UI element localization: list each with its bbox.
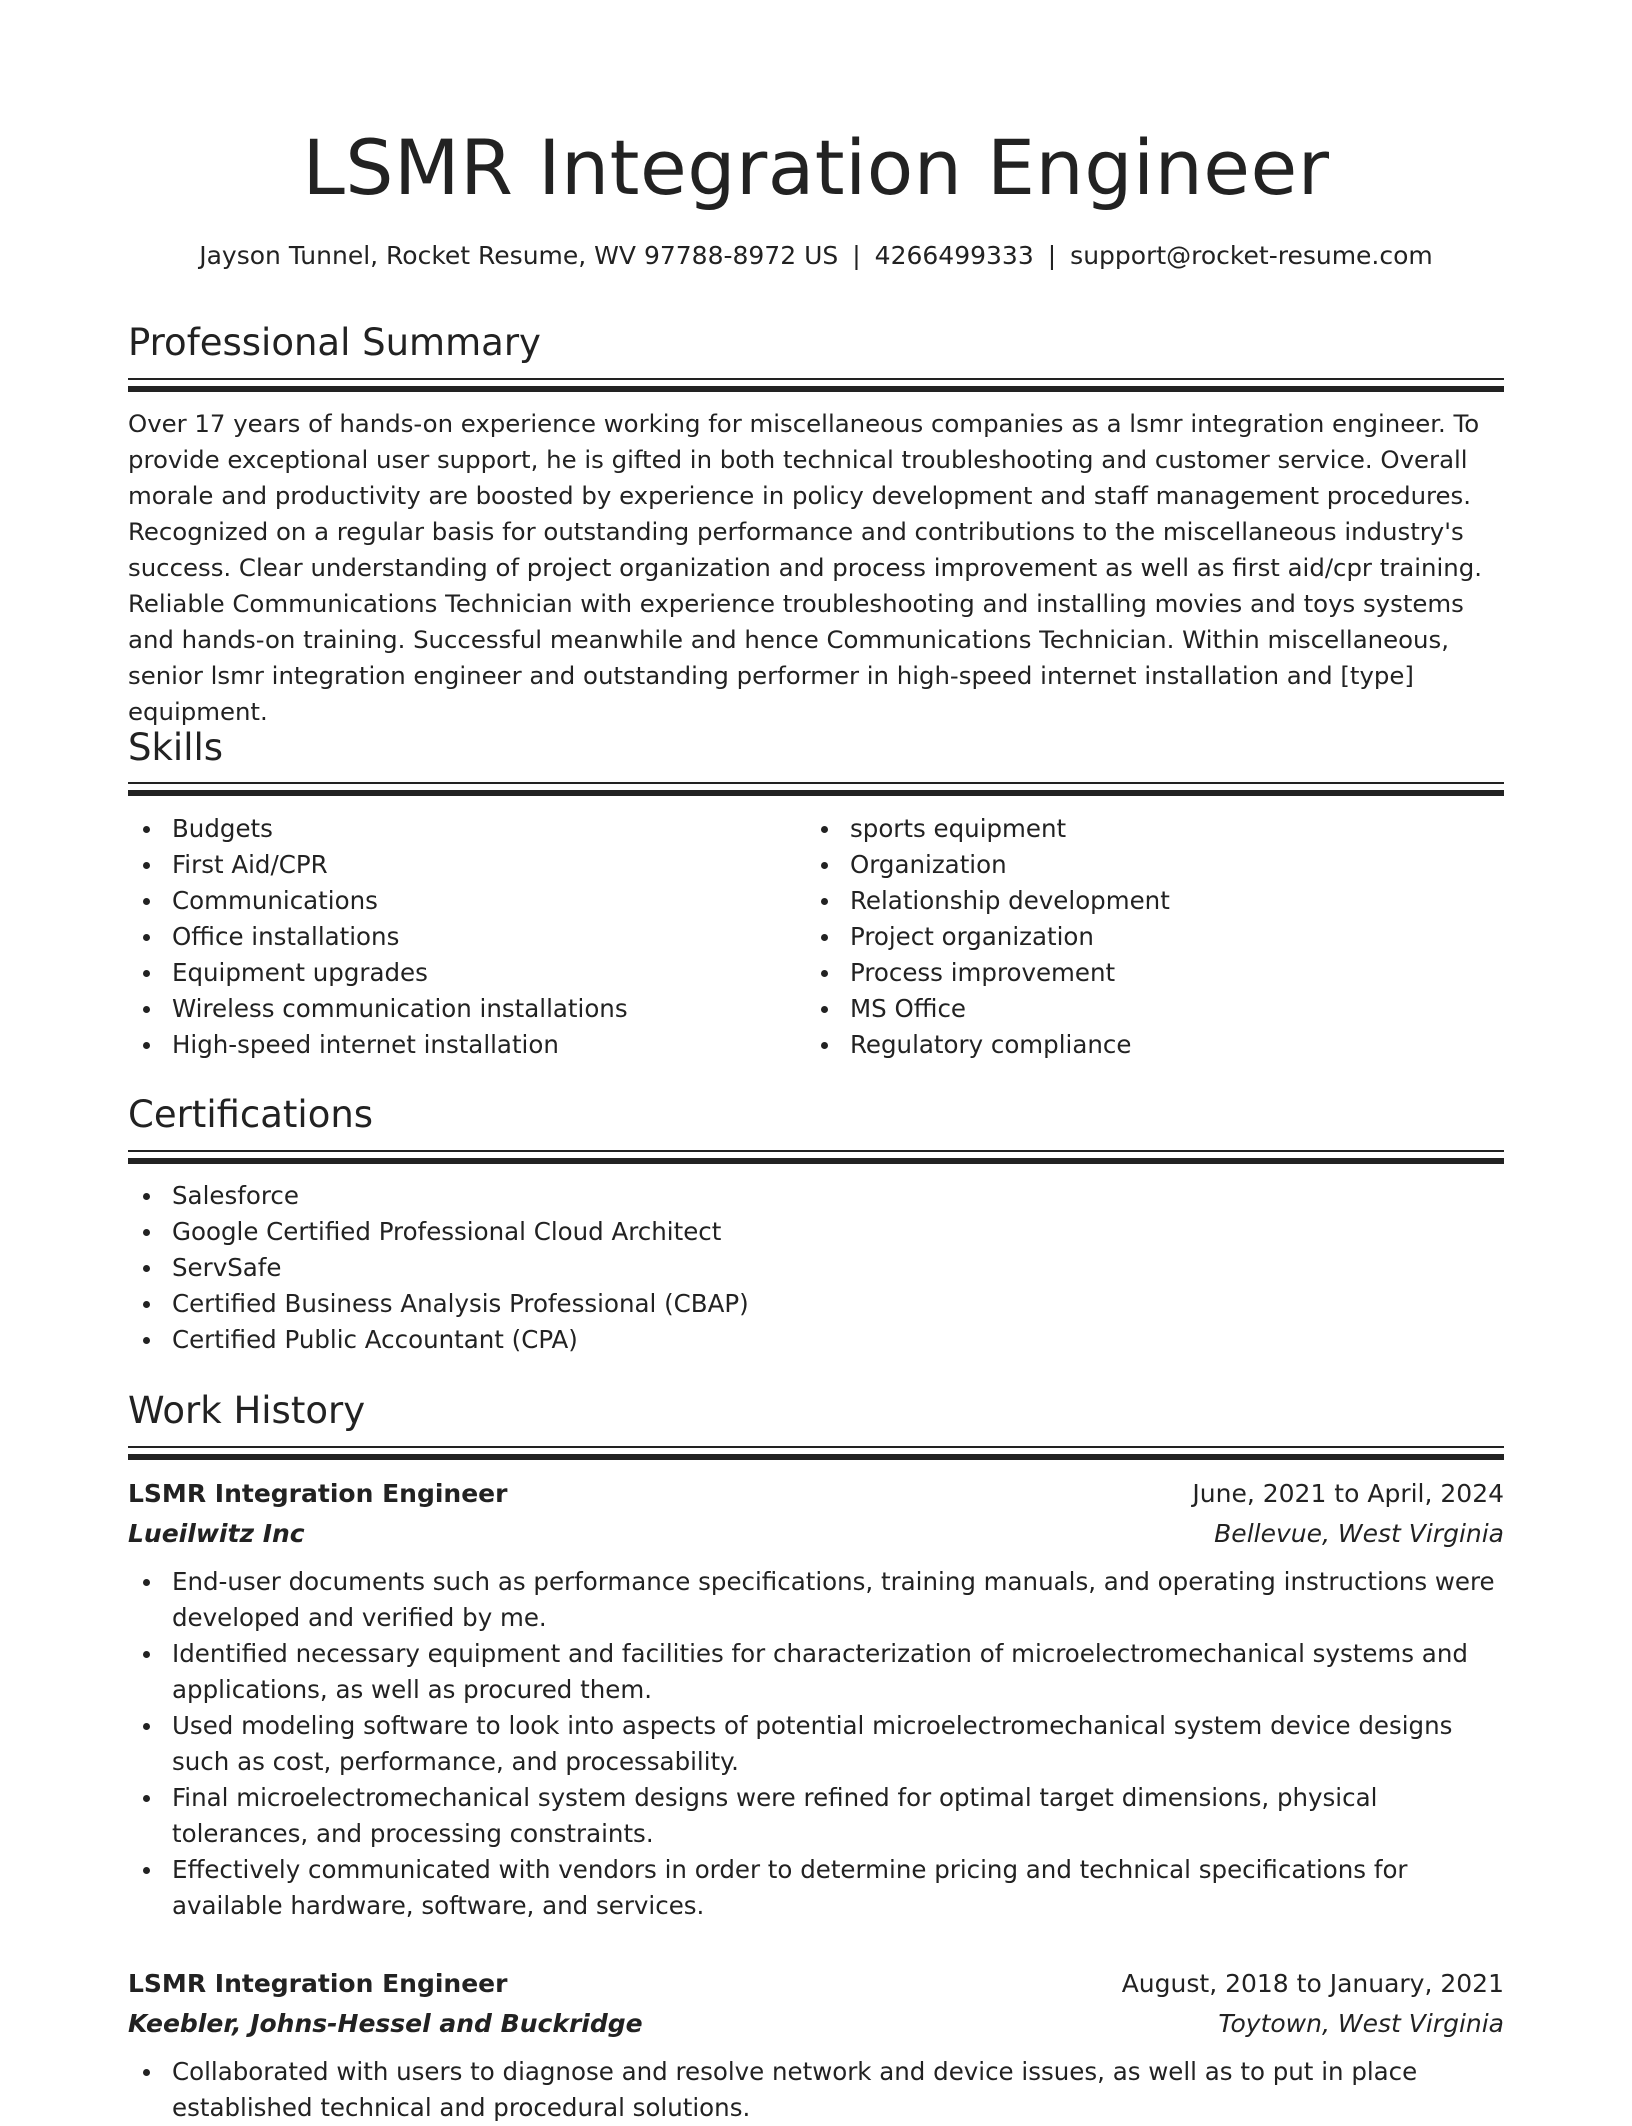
contact-line — [128, 236, 1504, 276]
job-bullet: Effectively communicated with vendors in order to determine pricing and technical specifications for available hardware, software, and services. — [128, 1852, 1504, 1924]
job-header — [128, 1474, 1504, 1514]
certification-item: Certified Public Accountant (CPA) — [128, 1322, 1504, 1358]
job-location: Bellevue, West Virginia — [1214, 1519, 1504, 1548]
job-company: Lueilwitz Inc — [128, 1519, 305, 1548]
skill-item: Communications — [128, 883, 788, 919]
skill-item: sports equipment — [806, 811, 1466, 847]
certification-item: ServSafe — [128, 1250, 1504, 1286]
skills-list-left — [128, 811, 788, 1063]
work-history-heading: Work History — [128, 1389, 366, 1432]
certification-item: Certified Business Analysis Professional (CBAP) — [128, 1286, 1504, 1322]
job-bullet: End-user documents such as performance specifications, training manuals, and operating instructions were developed and verified by me. — [128, 1564, 1504, 1636]
job-entry — [128, 1964, 1504, 2126]
skill-item: Process improvement — [806, 955, 1466, 991]
job-bullet: Identified necessary equipment and facilities for characterization of microelectromechanical systems and applications, as well as procured them. — [128, 1636, 1504, 1708]
job-company: Keebler, Johns-Hessel and Buckridge — [128, 2009, 643, 2038]
job-bullet: Used modeling software to look into aspects of potential microelectromechanical system device designs such as cost, performance, and processability. — [128, 1708, 1504, 1780]
job-title: LSMR Integration Engineer — [128, 1479, 508, 1508]
skill-item: Equipment upgrades — [128, 955, 788, 991]
section-divider — [128, 378, 1504, 390]
summary-text: Over 17 years of hands-on experience working for miscellaneous companies as a lsmr integration engineer. To provide exceptional user support, he is gifted in both technical troubleshooting and customer service. Overall morale and productivity are boosted by experience in policy development and staff management procedures. Recognized on a regular basis for outstanding performance and contributions to the miscellaneous industry's success. Clear understanding of project organization and process improvement as well as first aid/cpr training. Reliable Communications Technician with experience troubleshooting and installing movies and toys systems and hands-on training. Successful meanwhile and hence Communications Technician. Within miscellaneous, senior lsmr integration engineer and outstanding performer in high-speed internet installation and [type] equipment. — [128, 409, 1482, 726]
skill-item: Wireless communication installations — [128, 991, 788, 1027]
skills-heading: Skills — [128, 726, 224, 769]
contact-address: Jayson Tunnel, Rocket Resume, WV 97788-8972 US — [199, 241, 839, 270]
contact-separator: | — [1047, 241, 1057, 270]
skill-item: First Aid/CPR — [128, 847, 788, 883]
certifications-heading: Certifications — [128, 1093, 374, 1136]
resume-title: LSMR Integration Engineer — [302, 123, 1330, 212]
contact-phone: 4266499333 — [874, 241, 1034, 270]
skill-item: Budgets — [128, 811, 788, 847]
section-divider — [128, 1150, 1504, 1162]
job-subheader — [128, 2004, 1504, 2044]
skill-item: MS Office — [806, 991, 1466, 1027]
section-divider — [128, 782, 1504, 794]
summary-heading: Professional Summary — [128, 321, 541, 364]
job-bullets — [128, 2054, 1504, 2126]
certifications-list — [128, 1178, 1504, 1358]
contact-separator: | — [852, 241, 861, 270]
job-location: Toytown, West Virginia — [1218, 2009, 1504, 2038]
skill-item: Office installations — [128, 919, 788, 955]
job-bullet: Collaborated with users to diagnose and resolve network and device issues, as well as to put in place established technical and procedural solutions. — [128, 2054, 1504, 2126]
skill-item: High-speed internet installation — [128, 1027, 788, 1063]
job-dates: June, 2021 to April, 2024 — [1192, 1479, 1504, 1508]
skill-item: Project organization — [806, 919, 1466, 955]
contact-email: support@rocket-resume.com — [1070, 241, 1433, 270]
section-divider — [128, 1446, 1504, 1458]
job-entry — [128, 1474, 1504, 1924]
skill-item: Organization — [806, 847, 1466, 883]
skill-item: Relationship development — [806, 883, 1466, 919]
job-bullet: Final microelectromechanical system designs were refined for optimal target dimensions, physical tolerances, and processing constraints. — [128, 1780, 1504, 1852]
certification-item: Salesforce — [128, 1178, 1504, 1214]
job-title: LSMR Integration Engineer — [128, 1969, 508, 1998]
job-header — [128, 1964, 1504, 2004]
job-bullets — [128, 1564, 1504, 1924]
skills-list-right — [806, 811, 1466, 1063]
job-dates: August, 2018 to January, 2021 — [1121, 1969, 1504, 1998]
skill-item: Regulatory compliance — [806, 1027, 1466, 1063]
certification-item: Google Certified Professional Cloud Architect — [128, 1214, 1504, 1250]
job-subheader — [128, 1514, 1504, 1554]
